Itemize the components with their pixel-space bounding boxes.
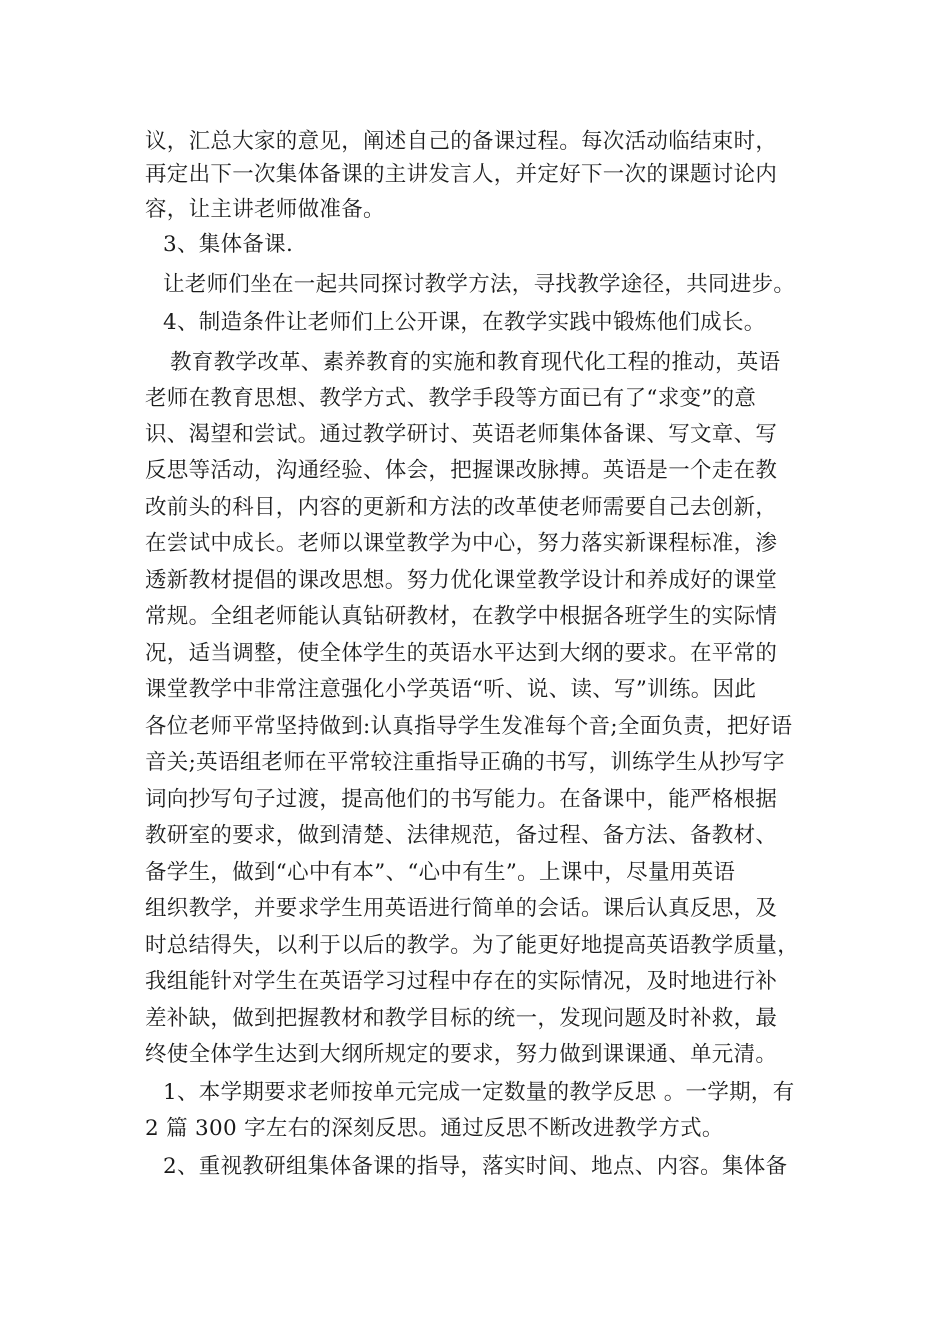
text-line: 识、渴望和尝试。通过教学研讨、英语老师集体备课、写文章、写 [145, 422, 778, 447]
text-line: 备学生，做到“心中有本”、“心中有生”。上课中，尽量用英语 [145, 860, 736, 885]
text-line: 老师在教育思想、教学方式、教学手段等方面已有了“求变”的意 [145, 386, 757, 411]
text-line: 议，汇总大家的意见，阐述自己的备课过程。每次活动临结束时， [145, 129, 778, 154]
text-line: 改前头的科目，内容的更新和方法的改革使老师需要自己去创新， [145, 495, 778, 520]
text-line: 常规。全组老师能认真钻研教材，在教学中根据各班学生的实际情 [145, 604, 778, 629]
text-line: 2、重视教研组集体备课的指导，落实时间、地点、内容。集体备 [163, 1154, 788, 1179]
text-line: 时总结得失，以利于以后的教学。为了能更好地提高英语教学质量， [145, 933, 800, 958]
text-line: 终使全体学生达到大纲所规定的要求，努力做到课课通、单元清。 [145, 1042, 778, 1067]
text-line: 我组能针对学生在英语学习过程中存在的实际情况，及时地进行补 [145, 969, 778, 994]
text-line: 再定出下一次集体备课的主讲发言人，并定好下一次的课题讨论内 [145, 162, 778, 187]
text-line: 1、本学期要求老师按单元完成一定数量的教学反思 。一学期，有 [163, 1080, 795, 1105]
text-line: 音关;英语组老师在平常较注重指导正确的书写，训练学生从抄写字 [145, 750, 785, 775]
text-line: 课堂教学中非常注意强化小学英语“听、说、读、写”训练。因此 [145, 677, 757, 702]
text-line: 组织教学，并要求学生用英语进行简单的会话。课后认真反思，及 [145, 896, 778, 921]
text-line: 反思等活动，沟通经验、体会，把握课改脉搏。英语是一个走在教 [145, 458, 778, 483]
text-line: 教研室的要求，做到清楚、法律规范，备过程、备方法、备教材、 [145, 823, 778, 848]
text-line: 2 篇 300 字左右的深刻反思。通过反思不断改进教学方式。 [145, 1116, 724, 1141]
text-line: 差补缺，做到把握教材和教学目标的统一，发现问题及时补救，最 [145, 1006, 778, 1031]
text-line: 词向抄写句子过渡，提高他们的书写能力。在备课中，能严格根据 [145, 787, 778, 812]
text-line: 3、集体备课. [163, 232, 294, 257]
text-line: 让老师们坐在一起共同探讨教学方法，寻找教学途径，共同进步。 [163, 272, 796, 297]
text-line: 容，让主讲老师做准备。 [145, 197, 385, 222]
text-line: 4、制造条件让老师们上公开课，在教学实践中锻炼他们成长。 [163, 310, 766, 335]
text-line: 在尝试中成长。老师以课堂教学为中心，努力落实新课程标准，渗 [145, 531, 778, 556]
text-line: 各位老师平常坚持做到:认真指导学生发准每个音;全面负责，把好语 [145, 714, 793, 739]
text-line: 教育教学改革、素养教育的实施和教育现代化工程的推动，英语 [170, 350, 781, 375]
text-line: 透新教材提倡的课改思想。努力优化课堂教学设计和养成好的课堂 [145, 568, 778, 593]
text-line: 况，适当调整，使全体学生的英语水平达到大纲的要求。在平常的 [145, 641, 778, 666]
